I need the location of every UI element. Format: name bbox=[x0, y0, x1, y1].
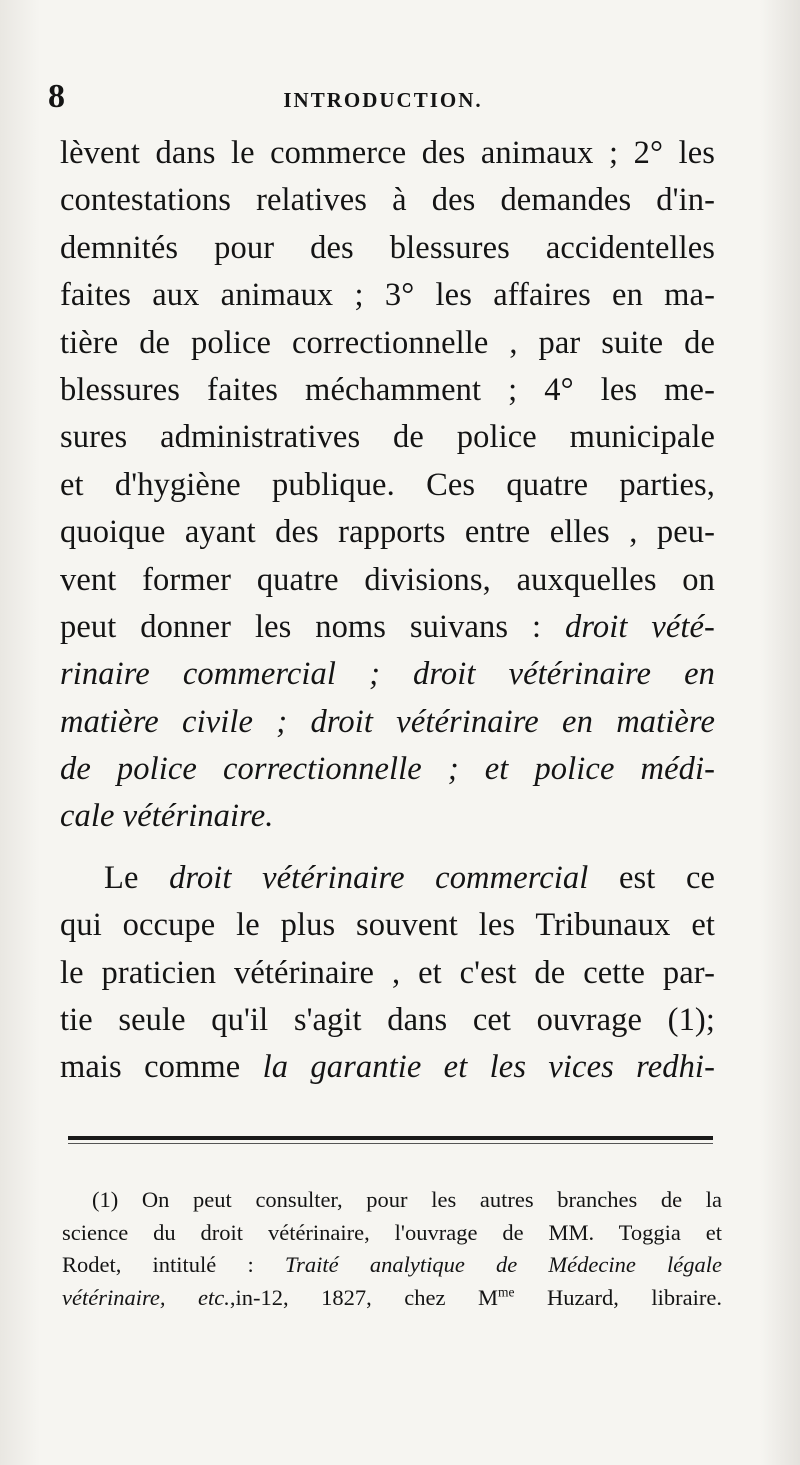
text-line: tie seule qu'il s'agit dans cet ouvrage (1); bbox=[60, 1002, 715, 1039]
text-line: lèvent dans le commerce des animaux ; 2° les bbox=[60, 135, 715, 171]
text-span: Rodet, intitulé : bbox=[62, 1252, 285, 1277]
superscript: me bbox=[498, 1284, 515, 1299]
text-line bbox=[60, 793, 715, 840]
text-line bbox=[60, 746, 715, 793]
text-line: blessures faites méchamment ; 4° les me- bbox=[60, 371, 715, 408]
text-line bbox=[60, 1044, 715, 1091]
footnote bbox=[62, 1184, 722, 1314]
text-line: le praticien vétérinaire , et c'est de cette par- bbox=[60, 954, 715, 991]
footnote-line bbox=[62, 1282, 722, 1315]
text-line bbox=[60, 699, 715, 746]
italic-span: droit vété- bbox=[564, 608, 715, 645]
italic-span: vétérinaire, etc. bbox=[62, 1284, 230, 1310]
footnote-line: (1) On peut consulter, pour les autres branches de la bbox=[92, 1187, 722, 1212]
italic-span: droit vétérinaire commercial bbox=[169, 859, 589, 896]
footnote-line bbox=[62, 1249, 722, 1282]
text-line: contestations relatives à des demandes d'in- bbox=[60, 182, 715, 219]
page-number: 8 bbox=[48, 78, 65, 115]
italic-span: rinaire commercial ; droit vétérinaire en bbox=[60, 656, 715, 693]
paragraph-gap bbox=[60, 841, 715, 855]
text-line bbox=[60, 604, 715, 651]
text-span: peut donner les noms suivans : bbox=[60, 608, 565, 645]
text-line: qui occupe le plus souvent les Tribunaux et bbox=[60, 907, 715, 944]
italic-span: Traité analytique de Médecine légale bbox=[284, 1252, 722, 1277]
text-line: quoique ayant des rapports entre elles , peu- bbox=[60, 514, 715, 551]
italic-span: matière civile ; droit vétérinaire en matière bbox=[60, 703, 715, 740]
text-line bbox=[60, 651, 715, 698]
text-line: et d'hygiène publique. Ces quatre parties, bbox=[60, 466, 715, 503]
text-span: mais comme bbox=[60, 1049, 263, 1086]
italic-span: de police correctionnelle ; et police médi- bbox=[60, 751, 715, 788]
running-head: INTRODUCTION. bbox=[283, 88, 483, 112]
text-span: Le bbox=[104, 859, 170, 896]
footnote-line: science du droit vétérinaire, l'ouvrage de MM. Toggia et bbox=[62, 1219, 722, 1245]
text-span: Huzard, libraire. bbox=[514, 1284, 722, 1310]
italic-span: cale vétérinaire. bbox=[60, 798, 274, 835]
text-line: tière de police correctionnelle , par suite de bbox=[60, 324, 715, 361]
italic-span: la garantie et les vices redhi- bbox=[262, 1049, 715, 1086]
footnote-rule bbox=[68, 1136, 713, 1140]
page-header bbox=[48, 78, 718, 122]
text-line bbox=[60, 855, 715, 902]
text-span: est ce bbox=[588, 859, 716, 896]
text-line: vent former quatre divisions, auxquelles on bbox=[60, 561, 715, 598]
main-text bbox=[60, 130, 715, 1092]
text-line: faites aux animaux ; 3° les affaires en ma- bbox=[60, 277, 715, 314]
text-span: ,in-12, 1827, chez M bbox=[229, 1284, 499, 1310]
text-line: sures administratives de police municipale bbox=[60, 419, 715, 456]
text-line: demnités pour des blessures accidentelles bbox=[60, 229, 715, 266]
